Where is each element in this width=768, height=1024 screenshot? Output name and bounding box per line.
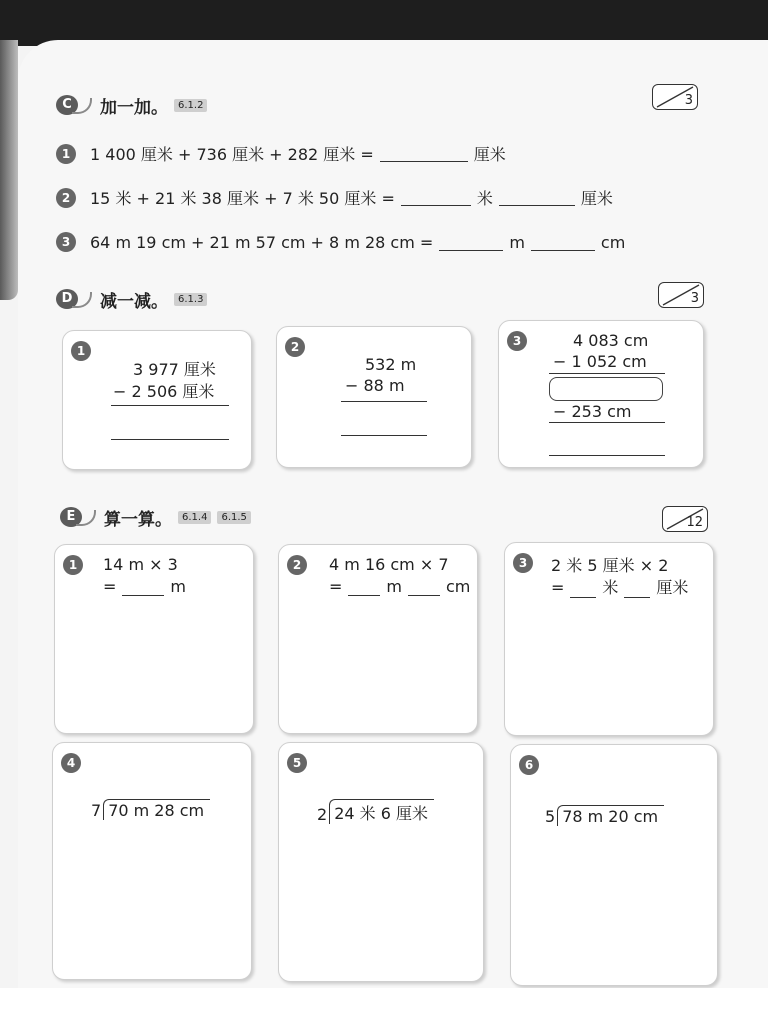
divisor: 2 — [317, 805, 328, 824]
scan-bottom-margin — [0, 988, 768, 1024]
long-division — [91, 799, 210, 820]
answer-blank[interactable] — [380, 145, 468, 162]
divisor: 7 — [91, 801, 102, 820]
calc-card-5[interactable] — [278, 742, 484, 982]
minuend: 532 m — [365, 355, 417, 374]
question-c1 — [56, 142, 506, 165]
section-c-code: 6.1.2 — [174, 99, 207, 112]
question-number: 5 — [287, 753, 307, 773]
question-text: 1 400 厘米 + 736 厘米 + 282 厘米 = — [90, 145, 374, 164]
long-division — [545, 805, 664, 826]
answer-line[interactable] — [549, 455, 665, 456]
unit-label: cm — [600, 232, 626, 252]
dividend: 24 米 6 厘米 — [329, 799, 434, 824]
scan-left-shadow — [0, 40, 18, 300]
expression: 4 m 16 cm × 7 — [329, 555, 449, 574]
answer-blank[interactable] — [624, 581, 650, 598]
divisor: 5 — [545, 807, 556, 826]
question-number: 4 — [61, 753, 81, 773]
section-c-score-box — [652, 84, 698, 110]
section-d-badge-icon: D — [56, 286, 92, 312]
question-number: 1 — [71, 341, 91, 361]
dividend: 70 m 28 cm — [103, 799, 210, 820]
subtrahend: − 1 052 cm — [553, 352, 647, 371]
answer-line[interactable] — [341, 435, 427, 436]
section-d-header — [56, 286, 207, 312]
question-number: 1 — [56, 144, 76, 164]
question-number: 2 — [287, 555, 307, 575]
unit-label: 厘米 — [580, 189, 613, 208]
expression: 2 米 5 厘米 × 2 — [551, 556, 669, 575]
second-subtrahend: − 253 cm — [553, 402, 632, 421]
dividend: 78 m 20 cm — [557, 805, 664, 826]
answer-blank[interactable] — [401, 189, 471, 206]
subtraction-card-2 — [276, 326, 472, 468]
section-e-code-1: 6.1.4 — [178, 511, 211, 524]
section-c-score: 3 — [684, 93, 693, 108]
question-number: 3 — [513, 553, 533, 573]
intermediate-answer-box[interactable] — [549, 377, 663, 401]
minuend: 4 083 cm — [573, 331, 649, 350]
section-d-score: 3 — [690, 291, 699, 306]
calc-card-6[interactable] — [510, 744, 718, 986]
question-text: 64 m 19 cm + 21 m 57 cm + 8 m 28 cm = — [90, 232, 434, 252]
subtraction-card-1 — [62, 330, 252, 470]
section-e-title: 算一算。 — [104, 509, 172, 530]
section-d-score-box — [658, 282, 704, 308]
section-e-code-2: 6.1.5 — [217, 511, 250, 524]
section-e-header — [60, 504, 251, 530]
calc-card-1[interactable] — [54, 544, 254, 734]
answer-blank[interactable] — [408, 579, 440, 596]
answer-blank[interactable] — [531, 234, 595, 251]
answer-blank[interactable] — [439, 234, 503, 251]
unit-label: m — [509, 232, 525, 252]
question-number: 6 — [519, 755, 539, 775]
subtrahend: − 88 m — [345, 376, 405, 395]
unit-label: 厘米 — [473, 145, 506, 164]
answer-row: = m — [103, 577, 186, 596]
answer-blank[interactable] — [122, 579, 164, 596]
minuend: 3 977 厘米 — [133, 360, 216, 379]
result-line — [549, 422, 665, 423]
answer-blank[interactable] — [570, 581, 596, 598]
section-d-code: 6.1.3 — [174, 293, 207, 306]
calc-card-4[interactable] — [52, 742, 252, 980]
question-c3 — [56, 232, 625, 252]
subtraction-card-3 — [498, 320, 704, 468]
section-e-score-box — [662, 506, 708, 532]
question-number: 1 — [63, 555, 83, 575]
expression: 14 m × 3 — [103, 555, 178, 574]
question-number: 2 — [56, 188, 76, 208]
answer-row: = m cm — [329, 577, 471, 596]
section-c-header — [56, 92, 207, 118]
unit-label: 米 — [476, 189, 493, 208]
calc-card-2[interactable] — [278, 544, 478, 734]
calc-card-3[interactable] — [504, 542, 714, 736]
section-e-badge-icon: E — [60, 504, 96, 530]
answer-blank[interactable] — [499, 189, 575, 206]
question-number: 2 — [285, 337, 305, 357]
long-division — [317, 799, 434, 824]
section-d-title: 减一减。 — [100, 291, 168, 312]
section-e-score: 12 — [686, 515, 703, 530]
subtrahend: − 2 506 厘米 — [113, 382, 215, 401]
question-text: 15 米 + 21 米 38 厘米 + 7 米 50 厘米 = — [90, 189, 395, 208]
answer-line[interactable] — [111, 439, 229, 440]
answer-row: = 米 厘米 — [551, 578, 689, 597]
section-c-badge-icon: C — [56, 92, 92, 118]
question-c2 — [56, 186, 613, 209]
result-line — [111, 405, 229, 406]
answer-blank[interactable] — [348, 579, 380, 596]
section-c-title: 加一加。 — [100, 97, 168, 118]
result-line — [549, 373, 665, 374]
result-line — [341, 401, 427, 402]
question-number: 3 — [507, 331, 527, 351]
question-number: 3 — [56, 232, 76, 252]
